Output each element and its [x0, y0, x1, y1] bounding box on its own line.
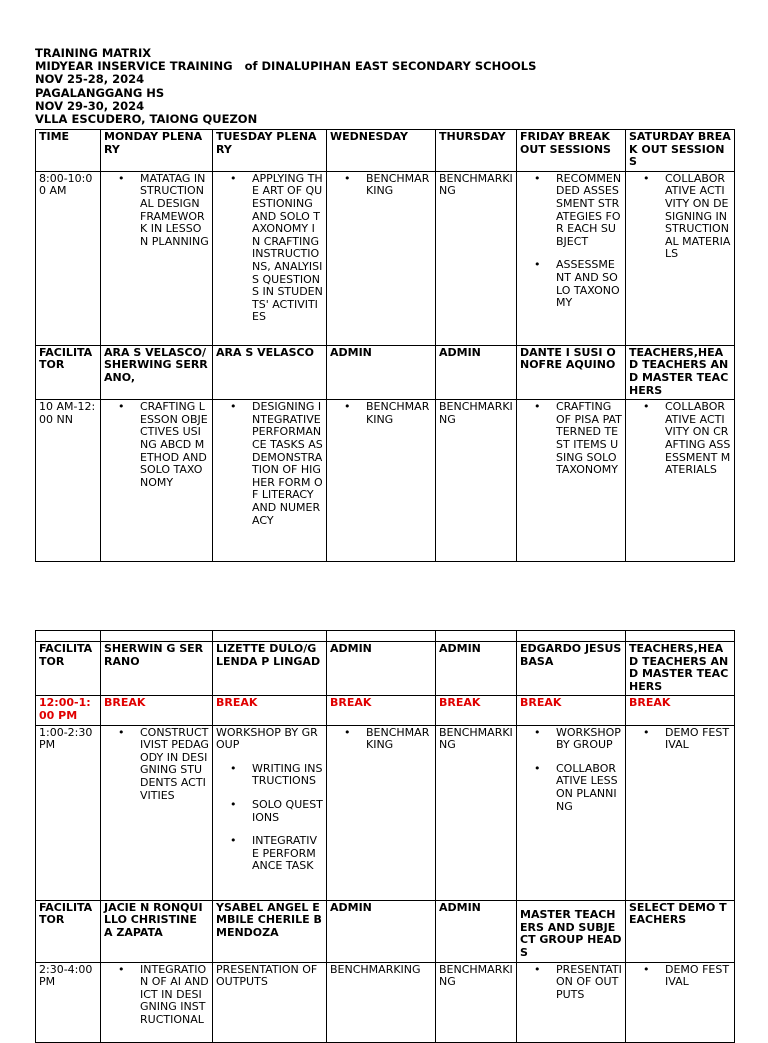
wednesday-cell: BENCHMARKING: [327, 962, 436, 1042]
table-row-1pm: [36, 725, 735, 900]
thursday-cell: BENCHMARKING: [436, 400, 517, 562]
friday-cell: [517, 962, 626, 1042]
table-row-230pm: [36, 962, 735, 1042]
time-cell: FACILITATOR: [36, 900, 101, 962]
tuesday-cell: [213, 171, 327, 345]
list-item: • RECOMMENDED ASSESSMENT STRATEGIES FOR EACH SUBJECT: [556, 173, 622, 249]
saturday-cell: TEACHERS,HEAD TEACHERS AND MASTER TEACHERS: [626, 345, 735, 399]
col-header-time: TIME: [36, 130, 101, 172]
time-cell: 10 AM-12:00 NN: [36, 400, 101, 562]
list-item: • DEMO FESTIVAL: [665, 964, 731, 989]
list-item: • PRESENTATION OF OUTPUTS: [556, 964, 622, 1002]
wednesday-cell: ADMIN: [327, 345, 436, 399]
list-item: • WRITING INSTRUCTIONS: [252, 763, 323, 788]
header-line-training: MIDYEAR INSERVICE TRAINING of DINALUPIHAN EAST SECONDARY SCHOOLS: [35, 59, 537, 74]
monday-cell: [101, 725, 213, 900]
thursday-cell: ADMIN: [436, 900, 517, 962]
time-cell: 2:30-4:00 PM: [36, 962, 101, 1042]
wednesday-cell: [327, 725, 436, 900]
document-header: [35, 47, 536, 126]
facilitator-row: [36, 345, 735, 399]
list-item: • COLLABORATIVE ACTIVITY ON CRAFTING ASSESSMENT MATERIALS: [665, 401, 731, 477]
time-cell: 1:00-2:30PM: [36, 725, 101, 900]
list-item: • INTEGRATION OF AI AND ICT IN DESIGNING INSTRUCTIONAL: [140, 964, 209, 1027]
list-item: • BENCHMARKING: [366, 401, 432, 426]
col-header-thursday: THURSDAY: [436, 130, 517, 172]
list-item: • MATATAG INSTRUCTIONAL DESIGN FRAMEWORK IN LESSON PLANNING: [140, 173, 209, 249]
tuesday-cell: LIZETTE DULO/GLENDA P LINGAD: [213, 642, 327, 696]
tuesday-cell: [213, 400, 327, 562]
saturday-cell: [626, 962, 735, 1042]
time-cell: 12:00-1:00 PM: [36, 696, 101, 725]
empty-cell: [436, 631, 517, 642]
table-row-8am: [36, 171, 735, 345]
saturday-cell: TEACHERS,HEAD TEACHERS AND MASTER TEACHERS: [626, 642, 735, 696]
wednesday-cell: ADMIN: [327, 642, 436, 696]
friday-cell: [517, 725, 626, 900]
time-cell: FACILITATOR: [36, 345, 101, 399]
break-cell: BREAK: [213, 696, 327, 725]
thursday-cell: BENCHMARKING: [436, 962, 517, 1042]
empty-cell: [36, 631, 101, 642]
list-item: • ASSESSMENT AND SOLO TAXONOMY: [556, 259, 622, 309]
break-cell: BREAK: [626, 696, 735, 725]
list-item: • DESIGNING INTEGRATIVE PERFORMANCE TASKS AS DEMONSTRATION OF HIGHER FORM OF LITERACY AND NUMERACY: [252, 401, 323, 527]
col-header-monday: MONDAY PLENARY: [101, 130, 213, 172]
col-header-saturday: SATURDAY BREAK OUT SESSIONS: [626, 130, 735, 172]
friday-cell: DANTE I SUSI ONOFRE AQUINO: [517, 345, 626, 399]
friday-cell: [517, 171, 626, 345]
empty-cell: [327, 631, 436, 642]
saturday-cell: SELECT DEMO TEACHERS: [626, 900, 735, 962]
time-cell: 8:00-10:00 AM: [36, 171, 101, 345]
col-header-friday: FRIDAY BREAK OUT SESSIONS: [517, 130, 626, 172]
tuesday-cell: YSABEL ANGEL EMBILE CHERILE B MENDOZA: [213, 900, 327, 962]
list-item: • BENCHMARKING: [366, 173, 432, 198]
empty-cell: [626, 631, 735, 642]
list-item: • DEMO FESTIVAL: [665, 727, 731, 752]
time-cell: FACILITATOR: [36, 642, 101, 696]
tuesday-cell: PRESENTATION OF OUTPUTS: [213, 962, 327, 1042]
monday-cell: ARA S VELASCO/SHERWING SERRANO,: [101, 345, 213, 399]
training-matrix-table-2: [35, 630, 735, 1043]
tuesday-cell: [213, 725, 327, 900]
list-item: • WORKSHOP BY GROUP: [556, 727, 622, 752]
tuesday-workshop-text: WORKSHOP BY GROUP: [216, 725, 318, 752]
empty-cell: [101, 631, 213, 642]
header-row: [36, 130, 735, 172]
facilitator-row: [36, 900, 735, 962]
monday-cell: JACIE N RONQUILLO CHRISTINE A ZAPATA: [101, 900, 213, 962]
saturday-cell: [626, 400, 735, 562]
empty-row: [36, 631, 735, 642]
friday-cell: EDGARDO JESUS BASA: [517, 642, 626, 696]
facilitator-row: [36, 642, 735, 696]
header-line-date-2: NOV 29-30, 2024: [35, 98, 145, 113]
break-cell: BREAK: [101, 696, 213, 725]
saturday-cell: [626, 171, 735, 345]
table-row-10am: [36, 400, 735, 562]
list-item: • COLLABORATIVE ACTIVITY ON DESIGNING INSTRUCTIONAL MATERIALS: [665, 173, 731, 261]
empty-cell: [517, 631, 626, 642]
monday-cell: [101, 171, 213, 345]
thursday-cell: BENCHMARKING: [436, 725, 517, 900]
monday-cell: [101, 962, 213, 1042]
header-line-venue-2: VLLA ESCUDERO, TAIONG QUEZON: [35, 112, 258, 127]
training-matrix-table-1: [35, 129, 735, 562]
col-header-wednesday: WEDNESDAY: [327, 130, 436, 172]
list-item: • APPLYING THE ART OF QUESTIONING AND SOLO TAXONOMY IN CRAFTING INSTRUCTIONS, ANALYISIS QUESTIONS IN STUDENTS' ACTIVITIES: [252, 173, 323, 324]
list-item: • CRAFTING OF PISA PATTERNED TEST ITEMS USING SOLO TAXONOMY: [556, 401, 622, 477]
tuesday-cell: ARA S VELASCO: [213, 345, 327, 399]
list-item: • CRAFTING LESSON OBJECTIVES USING ABCD METHOD AND SOLO TAXONOMY: [140, 401, 209, 489]
saturday-cell: [626, 725, 735, 900]
list-item: • CONSTRUCTIVIST PEDAGODY IN DESIGNING STUDENTS ACTIVITIES: [140, 727, 209, 803]
header-line-date-1: NOV 25-28, 2024: [35, 72, 145, 87]
wednesday-cell: ADMIN: [327, 900, 436, 962]
header-line-title: TRAINING MATRIX: [35, 46, 152, 60]
thursday-cell: BENCHMARKING: [436, 171, 517, 345]
header-line-venue-1: PAGALANGGANG HS: [35, 85, 165, 100]
break-cell: BREAK: [436, 696, 517, 725]
list-item: • SOLO QUESTIONS: [252, 799, 323, 824]
monday-cell: SHERWIN G SERRANO: [101, 642, 213, 696]
friday-cell: [517, 400, 626, 562]
list-item: • BENCHMARKING: [366, 727, 432, 752]
monday-cell: [101, 400, 213, 562]
break-cell: BREAK: [327, 696, 436, 725]
thursday-cell: ADMIN: [436, 642, 517, 696]
col-header-tuesday: TUESDAY PLENARY: [213, 130, 327, 172]
list-item: • COLLABORATIVE LESSON PLANNING: [556, 763, 622, 813]
empty-cell: [213, 631, 327, 642]
list-item: • INTEGRATIVE PERFORMANCE TASK: [252, 835, 323, 873]
break-row: [36, 696, 735, 725]
friday-cell: MASTER TEACHERS AND SUBJECT GROUP HEADS: [517, 900, 626, 962]
thursday-cell: ADMIN: [436, 345, 517, 399]
wednesday-cell: [327, 400, 436, 562]
break-cell: BREAK: [517, 696, 626, 725]
wednesday-cell: [327, 171, 436, 345]
